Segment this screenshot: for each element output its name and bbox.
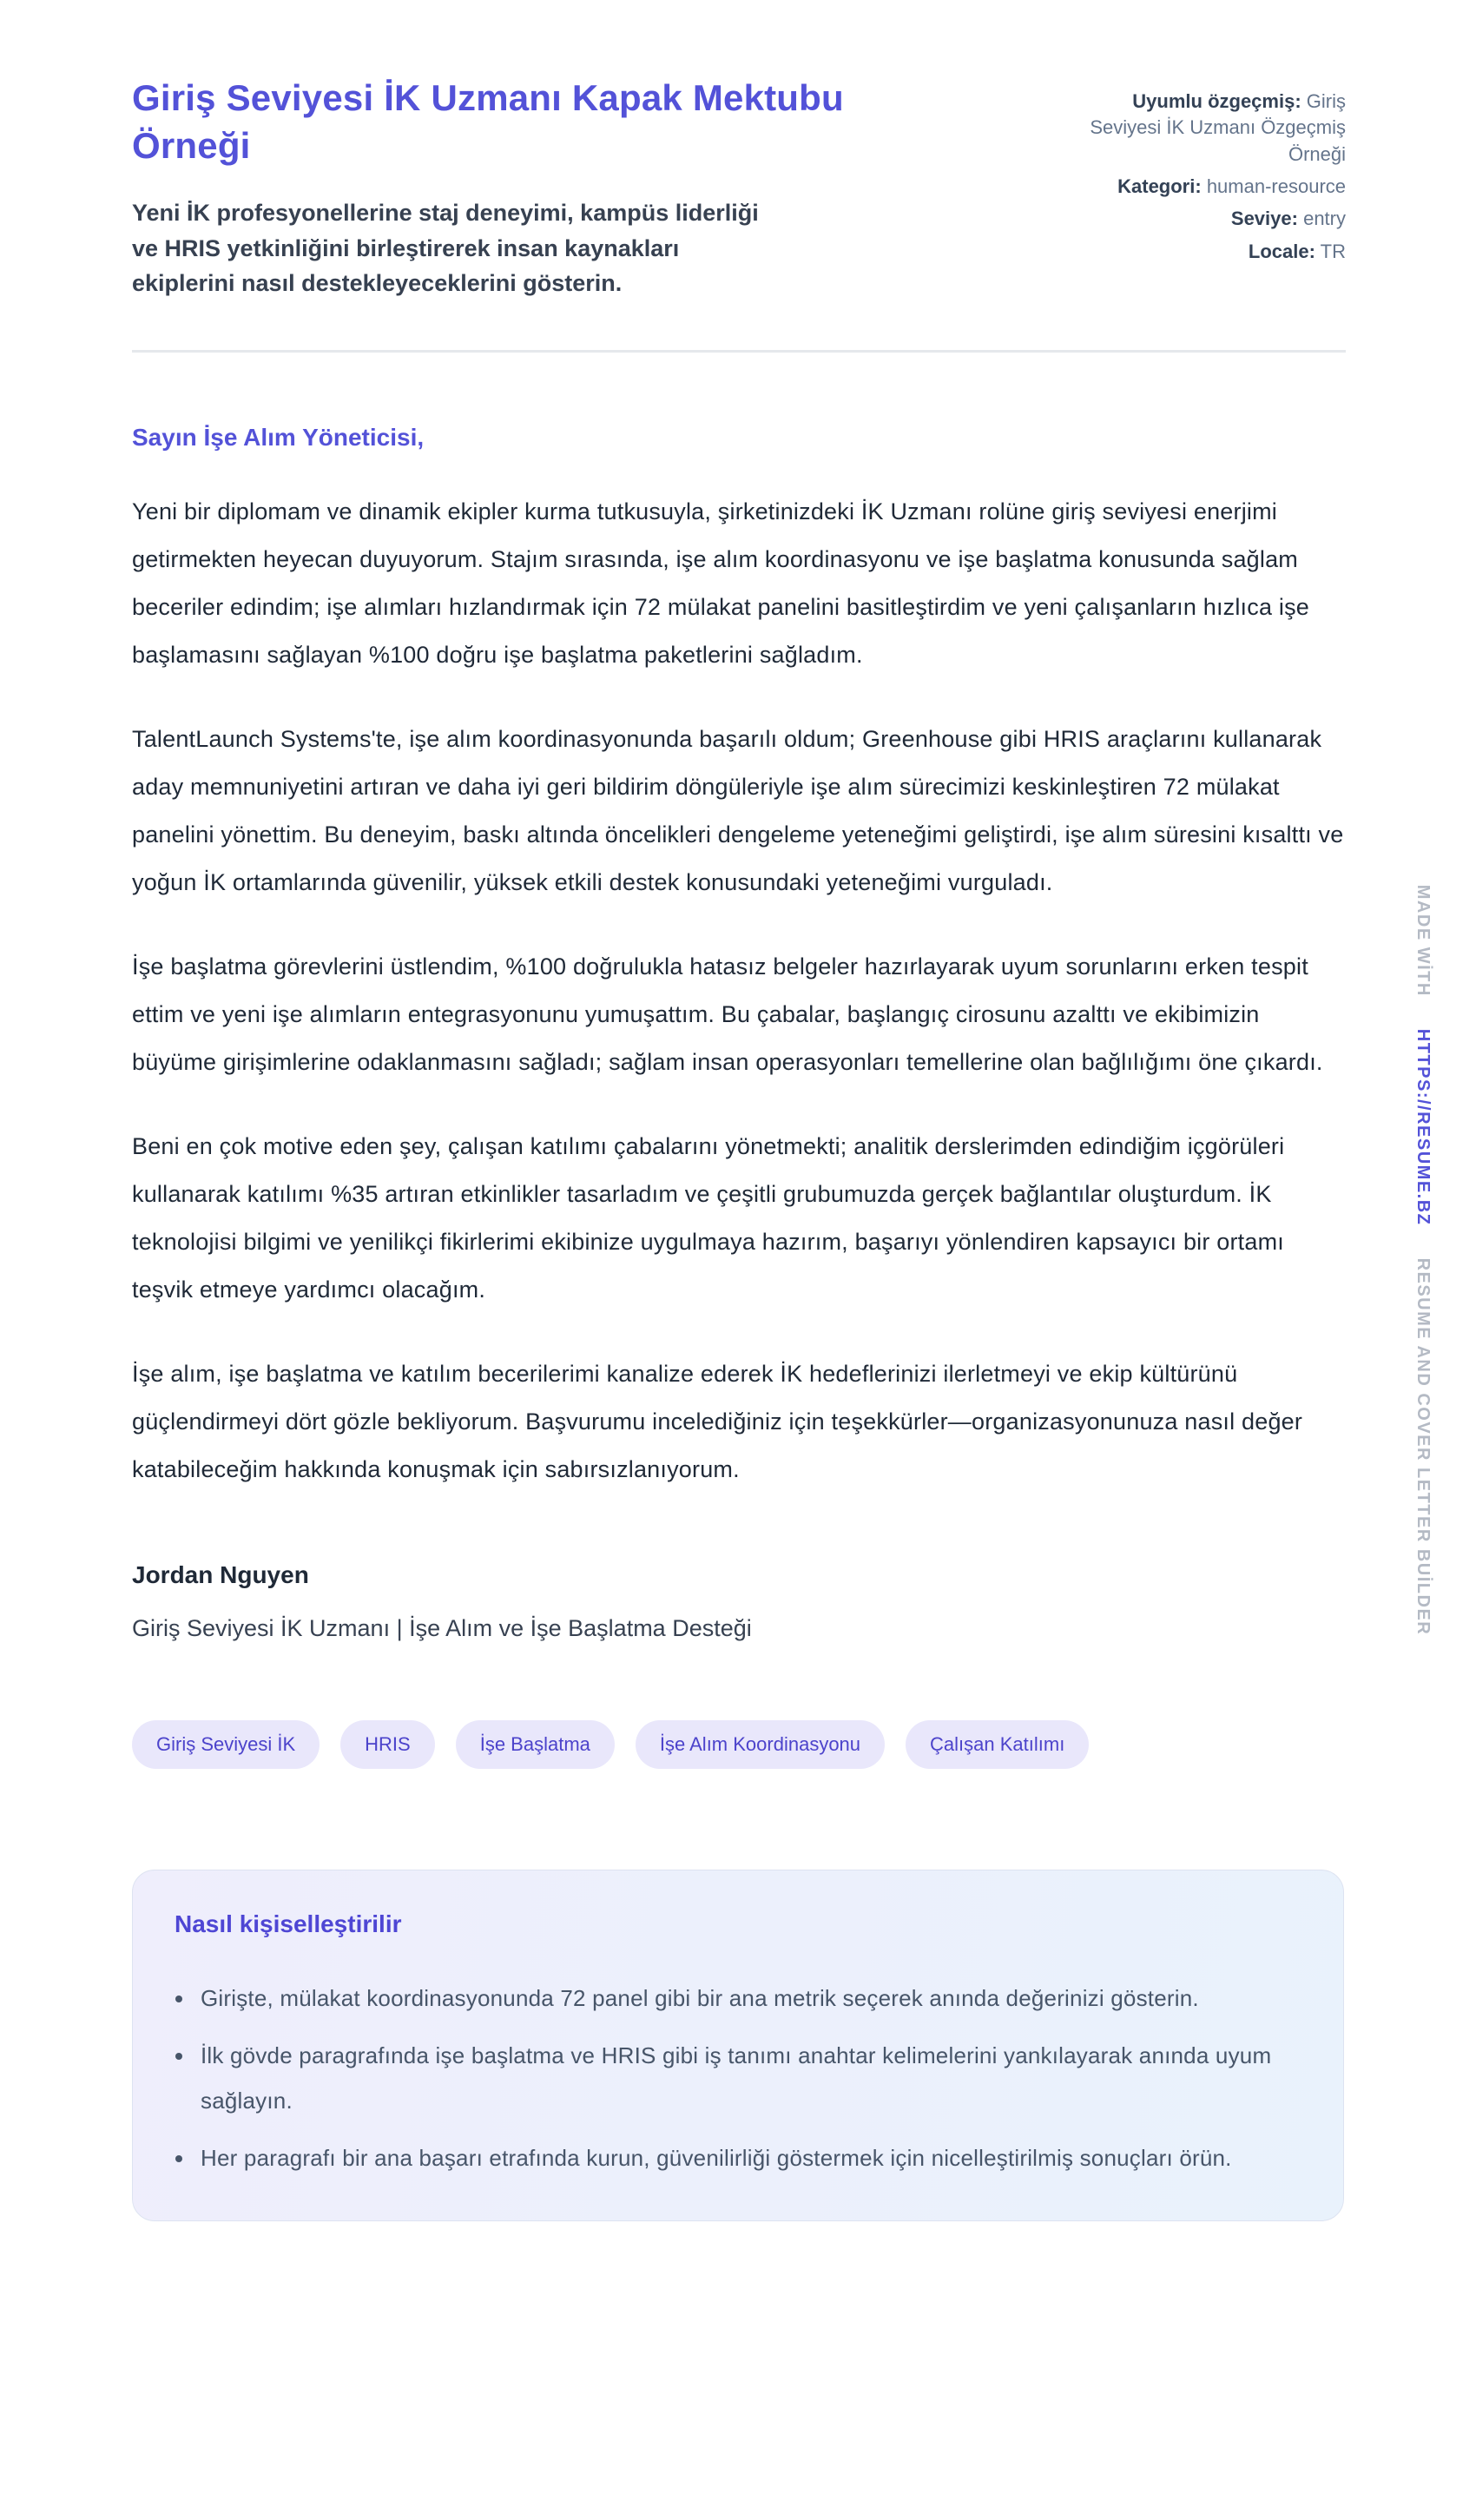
tag-chip[interactable]: HRIS	[340, 1720, 435, 1769]
meta-locale-label: Locale:	[1248, 240, 1315, 262]
meta-locale	[1075, 239, 1346, 265]
page-content	[132, 0, 1346, 2221]
meta-level-value: entry	[1303, 208, 1346, 230]
letter-paragraph: TalentLaunch Systems'te, işe alım koordinasyonunda başarılı oldum; Greenhouse gibi HRIS araçlarını kullanarak aday memnuniyetini artıran ve daha iyi geri bildirim döngüleriyle işe alım sürecimizi keskinleştiren 72 mülakat panelini yönettim. Bu deneyim, baskı altında öncelikleri dengeleme yeteneğimi geliştirdi, işe alım süresini kısalttı ve yoğun İK ortamlarında güvenilir, yüksek etkili destek konusundaki yeteneğimi vurguladı.	[132, 725, 1344, 895]
letter-body	[132, 488, 1346, 1494]
meta-category-label: Kategori:	[1117, 175, 1202, 198]
letter-salutation: Sayın İşe Alım Yöneticisi,	[132, 423, 425, 451]
tip-item: • İlk gövde paragrafında işe başlatma ve HRIS gibi iş tanımı anahtar kelimelerini yankılayarak anında uyum sağlayın.	[195, 2033, 1301, 2123]
signature-block	[132, 1560, 1346, 1644]
signature-name: Jordan Nguyen	[132, 1560, 309, 1588]
tag-list	[132, 1720, 1346, 1769]
resume-bz-link[interactable]: HTTPS://RESUME.BZ	[1413, 1028, 1433, 1226]
tips-list	[175, 1976, 1301, 2180]
meta-level	[1075, 206, 1346, 232]
meta-category-value: human-resource	[1206, 175, 1346, 198]
tag-chip[interactable]: Çalışan Katılımı	[906, 1720, 1089, 1769]
header-divider	[132, 350, 1346, 353]
watermark	[1413, 885, 1433, 1635]
watermark-suffix: RESUME AND COVER LETTER BUİLDER	[1413, 1257, 1433, 1636]
personalization-tips-box	[132, 1870, 1344, 2220]
letter-paragraph: İşe alım, işe başlatma ve katılım becerilerimi kanalize ederek İK hedeflerinizi ilerletmeyi ve ekip kültürünü güçlendirmeyi dört gözle bekliyorum. Başvurumu incelediğiniz için teşekkürler—organizasyonunuza nasıl değer katabileceğim hakkında konuşmak için sabırsızlanıyorum.	[132, 1360, 1303, 1482]
tag-chip[interactable]: İşe Başlatma	[456, 1720, 615, 1769]
meta-matching-resume	[1075, 89, 1346, 168]
header-title-block	[132, 75, 879, 301]
meta-panel	[1075, 75, 1346, 271]
meta-level-label: Seviye:	[1230, 208, 1298, 230]
tip-item: • Her paragrafı bir ana başarı etrafında kurun, güvenilirliği göstermek için nicelleştirilmiş sonuçları örün.	[195, 2135, 1301, 2180]
matching-resume-link[interactable]: Giriş Seviyesi İK Uzmanı Özgeçmiş Örneği	[1090, 90, 1346, 165]
letter-paragraph: Yeni bir diplomam ve dinamik ekipler kurma tutkusuyla, şirketinizdeki İK Uzmanı rolüne giriş seviyesi enerjimi getirmekten heyecan duyuyorum. Stajım sırasında, işe alım koordinasyonu ve işe başlatma konusunda sağlam beceriler edindim; işe alımları hızlandırmak için 72 mülakat panelini basitleştirdim ve yeni çalışanların hızlıca işe başlamasını sağlayan %100 doğru işe başlatma paketlerini sağladım.	[132, 498, 1309, 668]
watermark-prefix: MADE WİTH	[1413, 884, 1433, 997]
tag-chip[interactable]: Giriş Seviyesi İK	[132, 1720, 320, 1769]
letter-paragraph: İşe başlatma görevlerini üstlendim, %100 doğrulukla hatasız belgeler hazırlayarak uyum sorunlarını erken tespit ettim ve yeni işe alımların entegrasyonunu yumuşattım. Bu çabalar, başlangıç cirosunu azalttı ve ekibimizin büyüme girişimlerine odaklanmasını sağladı; sağlam insan operasyonları temellerine olan bağlılığımı öne çıkardı.	[132, 953, 1323, 1075]
meta-category	[1075, 174, 1346, 200]
page-title: Giriş Seviyesi İK Uzmanı Kapak Mektubu Örneği	[132, 77, 844, 166]
meta-matching-resume-label: Uyumlu özgeçmiş:	[1132, 90, 1301, 112]
header	[132, 0, 1346, 301]
letter-paragraph: Beni en çok motive eden şey, çalışan katılımı çabalarını yönetmekti; analitik derslerimden edindiğim içgörüleri kullanarak katılımı %35 artıran etkinlikler tasarladım ve çeşitli grubumuzda gerçek bağlantılar oluşturdum. İK teknolojisi bilgimi ve yenilikçi fikirlerimi ekibinize uygulmaya hazırım, başarıyı yönlendiren kapsayıcı bir ortamı teşvik etmeye yardımcı olacağım.	[132, 1132, 1285, 1303]
tag-chip[interactable]: İşe Alım Koordinasyonu	[636, 1720, 885, 1769]
meta-locale-value: TR	[1320, 240, 1346, 262]
page-subtitle: Yeni İK profesyonellerine staj deneyimi, kampüs liderliği ve HRIS yetkinliğini birleştirerek insan kaynakları ekiplerini nasıl destekleyeceklerini gösterin.	[132, 200, 759, 297]
signature-role: Giriş Seviyesi İK Uzmanı | İşe Alım ve İşe Başlatma Desteği	[132, 1615, 752, 1642]
tip-item: • Girişte, mülakat koordinasyonunda 72 panel gibi bir ana metrik seçerek anında değerinizi gösterin.	[195, 1976, 1301, 2021]
tips-title: Nasıl kişiselleştirilir	[175, 1910, 402, 1938]
